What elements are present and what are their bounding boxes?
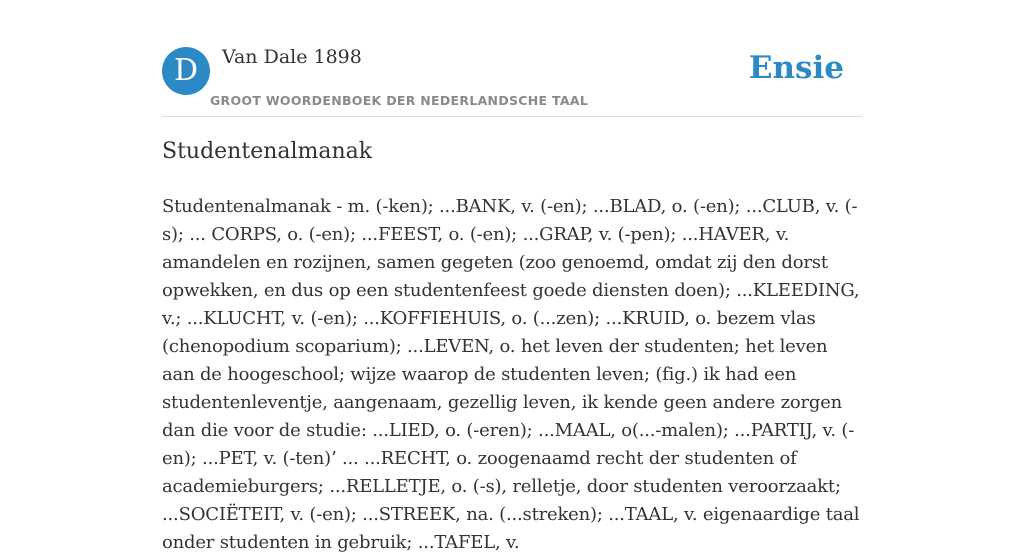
dictionary-header bbox=[162, 40, 862, 117]
dictionary-subtitle: GROOT WOORDENBOEK DER NEDERLANDSCHE TAAL bbox=[210, 93, 589, 108]
dictionary-logo-icon[interactable]: D bbox=[162, 47, 210, 95]
entry-definition: Studentenalmanak - m. (-ken); ...BANK, v. (-en); ...BLAD, o. (-en); ...CLUB, v. (-s); ... CORPS, o. (-en); ...FEEST, o. (-en); ...GRAP, v. (-pen); ...HAVER, v. amandelen en rozijnen, samen gegeten (zoo genoemd, omdat zij den dorst opwekken, en dus op een studentenfeest goede diensten doen); ...KLEEDING, v.; ...KLUCHT, v. (-en); ...KOFFIEHUIS, o. (...zen); ...KRUID, o. bezem vlas (chenopodium scoparium); ...LEVEN, o. het leven der studenten; het leven aan de hoogeschool; wijze waarop de studenten leven; (fig.) ik had een studentenleventje, aangenaam, gezellig leven, ik kende geen andere zorgen dan die voor de studie: ...LIED, o. (-eren); ...MAAL, o(...-malen); ...PARTIJ, v. (-en); ...PET, v. (-ten)’ ... ...RECHT, o. zoogenaamd recht der studenten of academieburgers; ...RELLETJE, o. (-s), relletje, door studenten veroorzaakt; ...SOCIËTEIT, v. (-en); ...STREEK, na. (...streken); ...TAAL, v. eigenaardige taal onder studenten in gebruik; ...TAFEL, v. bbox=[162, 196, 860, 553]
entry-headword: Studentenalmanak bbox=[162, 139, 373, 164]
dictionary-title[interactable]: Van Dale 1898 bbox=[222, 46, 362, 68]
brand-logo[interactable]: Ensie bbox=[748, 50, 844, 86]
